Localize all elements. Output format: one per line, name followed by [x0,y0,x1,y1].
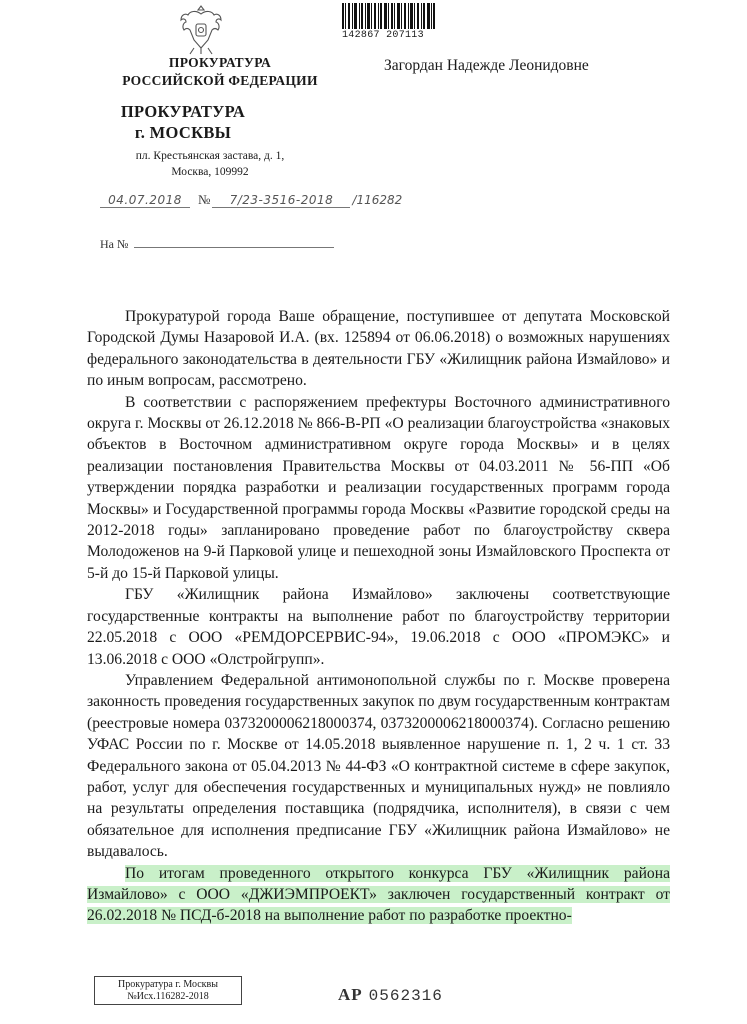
highlighted-text: По итогам проведенного открытого конкурса ГБУ «Жилищник района Измайлово» с ООО «ДЖИЭМПРОЕКТ» заключен государственный контракт от 26.02.2018 № ПСД-б-2018 на выполнение работ по разработке проектно- [87,864,670,925]
letter-body [87,306,670,927]
paragraph-highlighted [87,863,670,927]
form-serial-number [338,985,443,1005]
reference-number-label: № [198,192,211,207]
reference-date: 04.07.2018 [100,193,190,208]
reference-registration: /116282 [352,193,403,207]
agency-name-line4: г. МОСКВЫ [134,123,232,142]
barcode-number: 142867 207113 [342,30,424,41]
stamp-line2: №Исх.116282-2018 [127,991,209,1002]
registration-stamp [94,976,242,1005]
stamp-line1: Прокуратура г. Москвы [118,979,218,990]
agency-name-line3: ПРОКУРАТУРА [120,102,246,121]
barcode [342,3,436,29]
agency-address-line1: пл. Крестьянская застава, д. 1, [135,150,285,162]
agency-address-line2: Москва, 109992 [171,166,249,178]
coat-of-arms-icon [178,4,224,56]
paragraph: В соответствии с распоряжением префектуры Восточного административного округа г. Москвы от 26.12.2018 № 866-В-РП «О реализации благоустройства «знаковых объектов в Восточном административном округе города Москвы» и в целях реализации постановления Правительства Москвы от 04.03.2011 № 56-ПП «Об утверждении порядка разработки и реализации государственных программ города Москвы» и Государственной программы города Москвы «Развитие городской среды на 2012-2018 годы» запланировано проведение работ по благоустройству сквера Молодоженов на 9-й Парковой улице и пешеходной зоны Измайловского Проспекта от 5-й до 15-й Парковой улицы. [87,393,670,582]
serial-prefix: АР [338,985,363,1004]
incoming-reference-label: На № [100,237,129,251]
incoming-reference [100,237,334,252]
agency-name-line2: РОССИЙСКОЙ ФЕДЕРАЦИИ [122,73,318,88]
reference-number: 7/23-3516-2018 [212,193,350,208]
agency-name-line1: ПРОКУРАТУРА [168,55,272,70]
outgoing-reference [100,192,402,208]
paragraph: ГБУ «Жилищник района Измайлово» заключены соответствующие государственные контракты на выполнение работ по благоустройству территории 22.05.2018 с ООО «РЕМДОРСЕРВИС-94», 19.06.2018 с ООО «ПРОМЭКС» и 13.06.2018 с ООО «Олстройгрупп». [87,586,670,668]
serial-number: 0562316 [368,987,443,1005]
paragraph: Управлением Федеральной антимонопольной службы по г. Москве проверена законность проведения государственных закупок по двум государственным контрактам (реестровые номера 0373200006218000374, 0373200006218000374). Согласно решению УФАС России по г. Москве от 14.05.2018 выявленное нарушение п. 1, 2 ч. 1 ст. 33 Федерального закона от 05.04.2013 № 44-ФЗ «О контрактной системе в сфере закупок, работ, услуг для обеспечения государственных и муниципальных нужд» не повлияло на результаты определения поставщика (подрядчика, исполнителя), в связи с чем обязательное для исполнения предписание ГБУ «Жилищник района Измайлово» не выдавалось. [87,671,670,861]
paragraph: Прокуратурой города Ваше обращение, поступившее от депутата Московской Городской Думы Назаровой И.А. (вх. 125894 от 06.06.2018) о возможных нарушениях федерального законодательства в деятельности ГБУ «Жилищник района Измайлово» и по иным вопросам, рассмотрено. [87,308,670,390]
addressee: Загордан Надежде Леонидовне [384,57,589,74]
incoming-reference-blank [134,237,334,248]
